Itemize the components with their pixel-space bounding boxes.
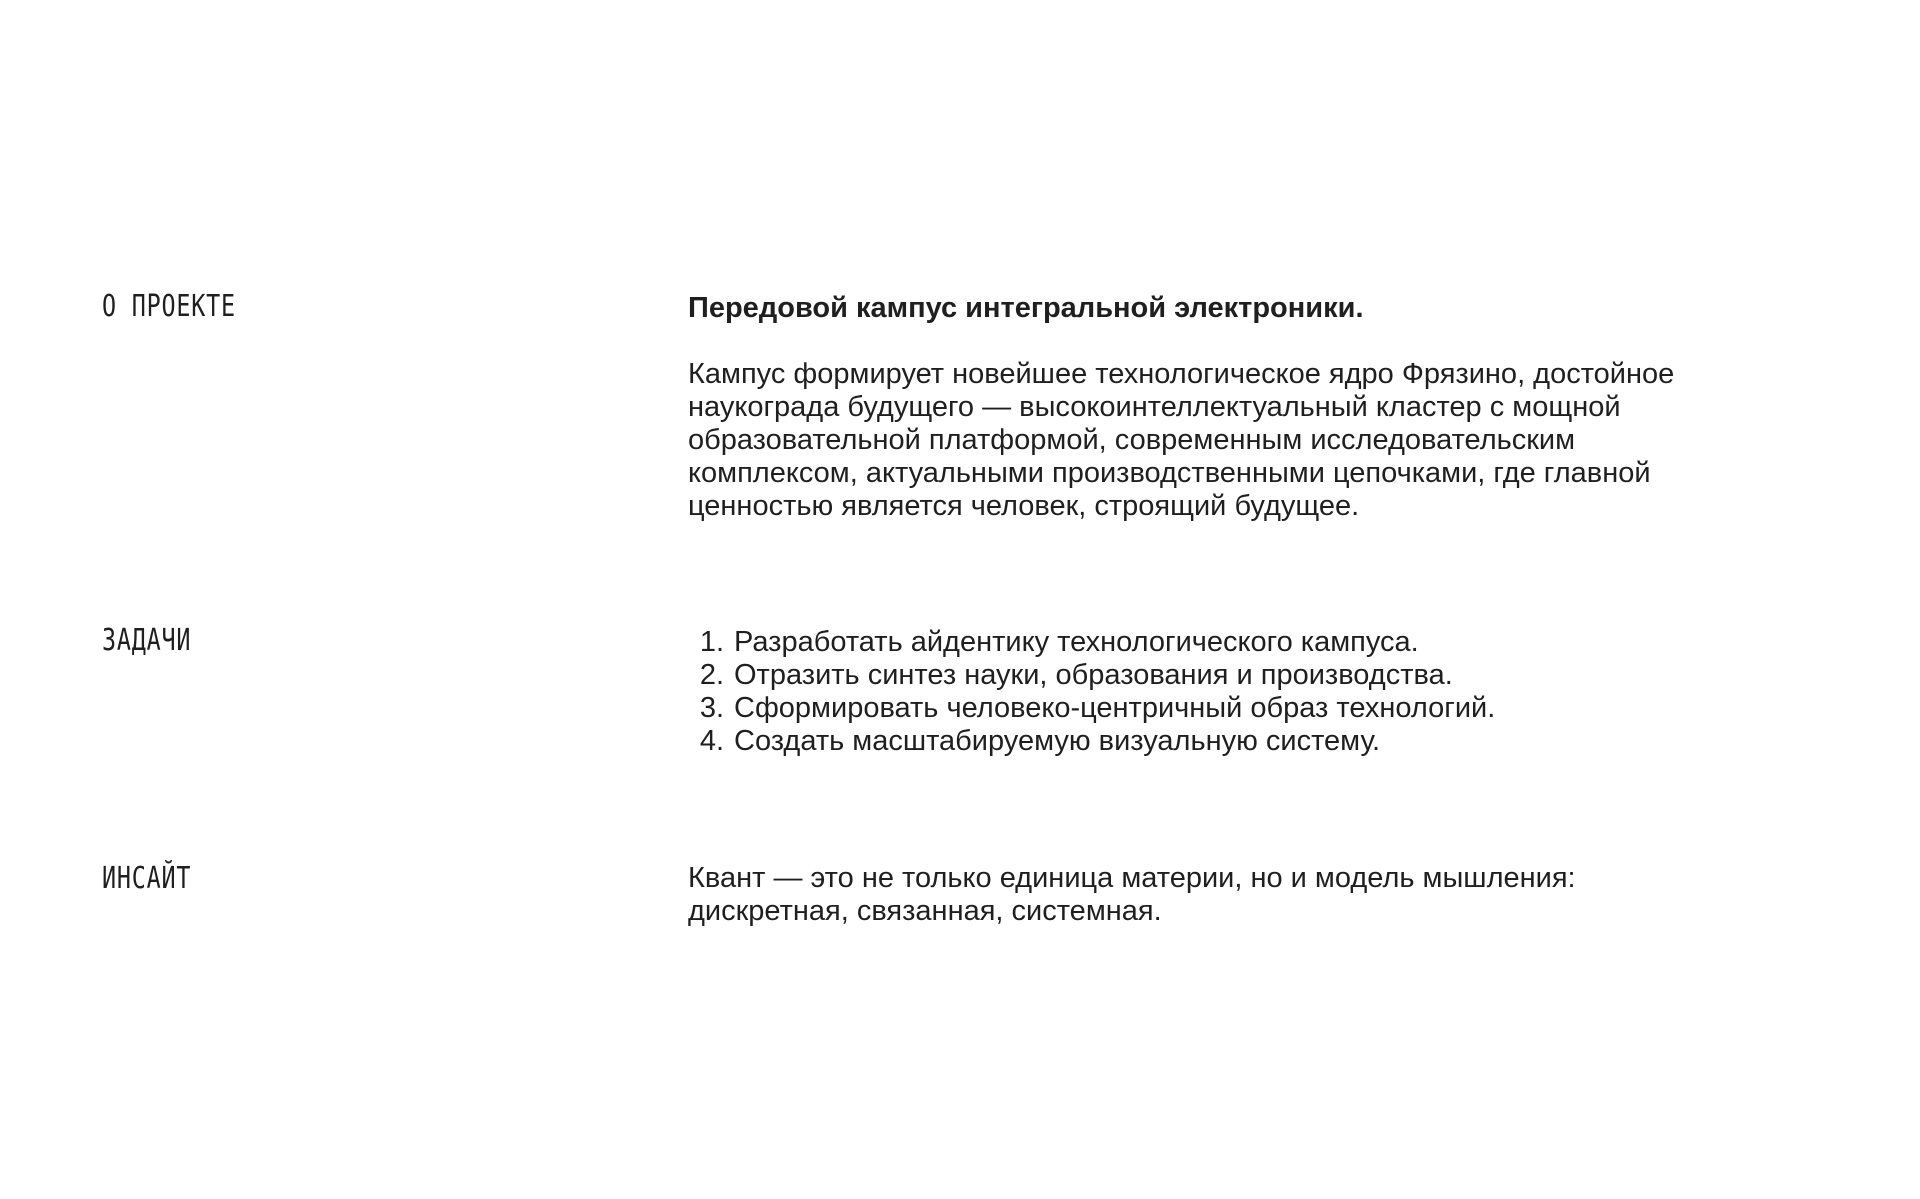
list-item — [688, 626, 1808, 659]
about-line: образовательной платформой, современным исследовательским — [688, 424, 1576, 456]
about-line: наукограда будущего — высокоинтеллектуальный кластер с мощной — [688, 391, 1621, 423]
task-number: 1. — [699, 626, 724, 658]
task-text: Создать масштабируемую визуальную систему. — [734, 725, 1381, 757]
task-number: 4. — [699, 725, 724, 757]
tasks-content — [688, 626, 1808, 758]
list-item — [688, 659, 1808, 692]
about-content — [688, 292, 1808, 523]
tasks-list — [688, 626, 1808, 758]
task-text: Разработать айдентику технологического кампуса. — [734, 626, 1419, 658]
task-number: 2. — [699, 659, 724, 691]
about-heading: Передовой кампус интегральной электроники. — [688, 292, 1364, 324]
list-item — [688, 725, 1808, 758]
task-number: 3. — [699, 692, 724, 724]
about-line: ценностью является человек, строящий будущее. — [688, 490, 1360, 522]
insight-paragraph — [688, 862, 1808, 928]
about-line: Кампус формирует новейшее технологическое ядро Фрязино, достойное — [688, 358, 1675, 390]
about-label: О ПРОЕКТЕ — [102, 289, 236, 324]
task-text: Сформировать человеко-центричный образ технологий. — [734, 692, 1496, 724]
about-line: комплексом, актуальными производственными цепочками, где главной — [688, 457, 1651, 489]
insight-line: дискретная, связанная, системная. — [688, 895, 1162, 927]
insight-content — [688, 862, 1808, 928]
tasks-label: ЗАДАЧИ — [102, 623, 192, 658]
about-paragraph — [688, 358, 1808, 523]
list-item — [688, 692, 1808, 725]
insight-line: Квант — это не только единица материи, но и модель мышления: — [688, 862, 1576, 894]
insight-label: ИНСАЙТ — [102, 861, 192, 896]
task-text: Отразить синтез науки, образования и производства. — [734, 659, 1453, 691]
